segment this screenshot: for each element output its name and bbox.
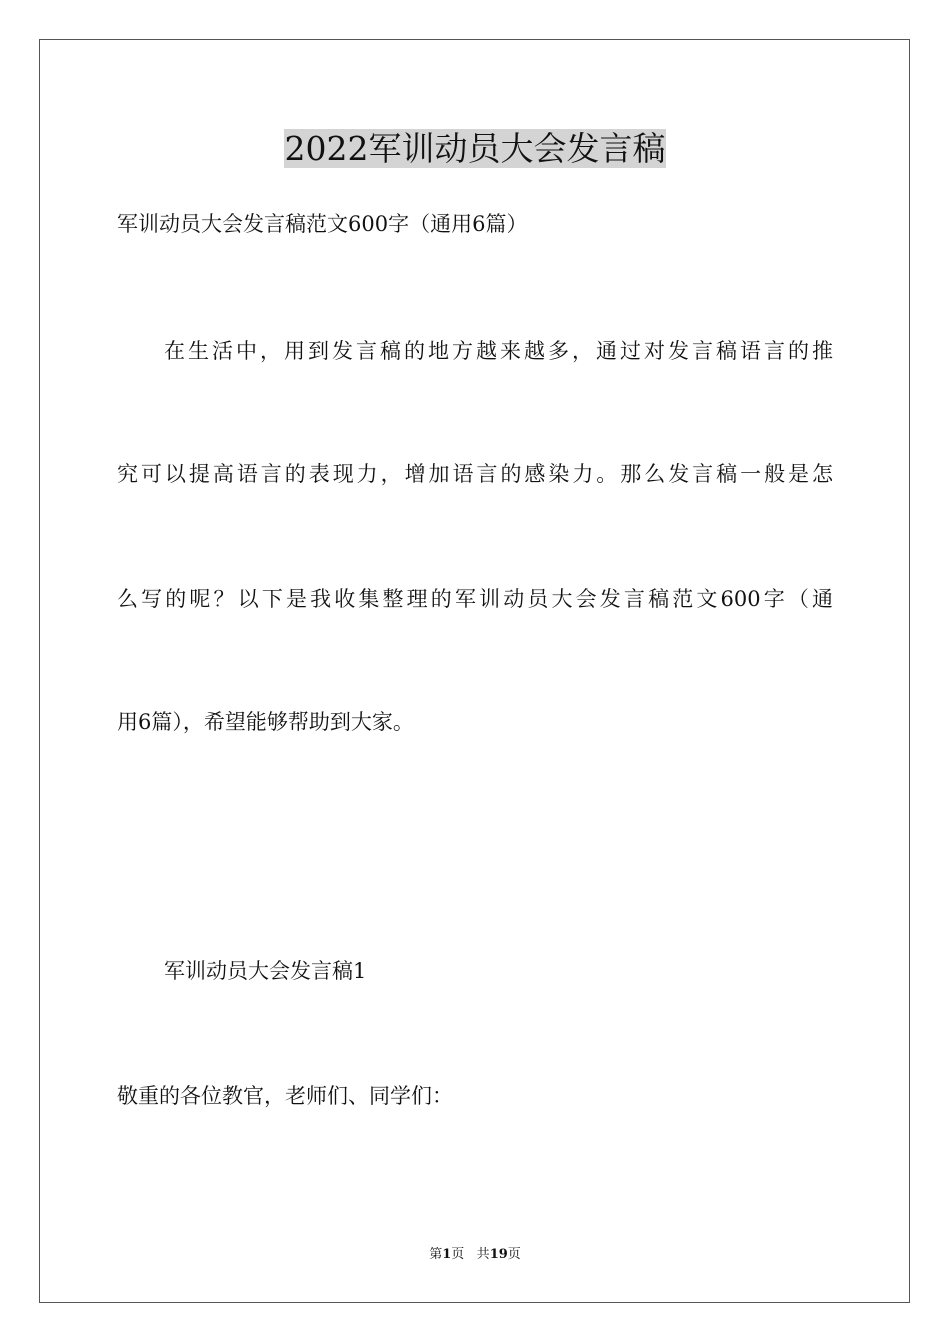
document-subtitle: 军训动员大会发言稿范文600字（通用6篇） [117,212,528,236]
total-pages: 19 [489,1247,508,1262]
intro-paragraph-line-1: 在生活中，用到发言稿的地方越来越多，通过对发言稿语言的推 [164,339,833,363]
total-suffix: 页 [507,1247,521,1262]
section-heading: 军训动员大会发言稿1 [164,959,367,983]
page-suffix: 页 [451,1247,465,1262]
document-title-container [0,124,950,174]
total-prefix: 共 [476,1247,490,1262]
document-title: 2022军训动员大会发言稿 [284,129,666,168]
salutation: 敬重的各位教官，老师们、同学们： [117,1084,453,1108]
page-footer [0,1245,950,1265]
intro-paragraph-line-2: 究可以提高语言的表现力，增加语言的感染力。那么发言稿一般是怎 [117,462,833,486]
page-prefix: 第 [429,1247,443,1262]
intro-paragraph-line-4: 用6篇），希望能够帮助到大家。 [117,710,414,734]
page-number: 1 [442,1247,452,1262]
intro-paragraph-line-3: 么写的呢？以下是我收集整理的军训动员大会发言稿范文600字（通 [117,587,833,611]
